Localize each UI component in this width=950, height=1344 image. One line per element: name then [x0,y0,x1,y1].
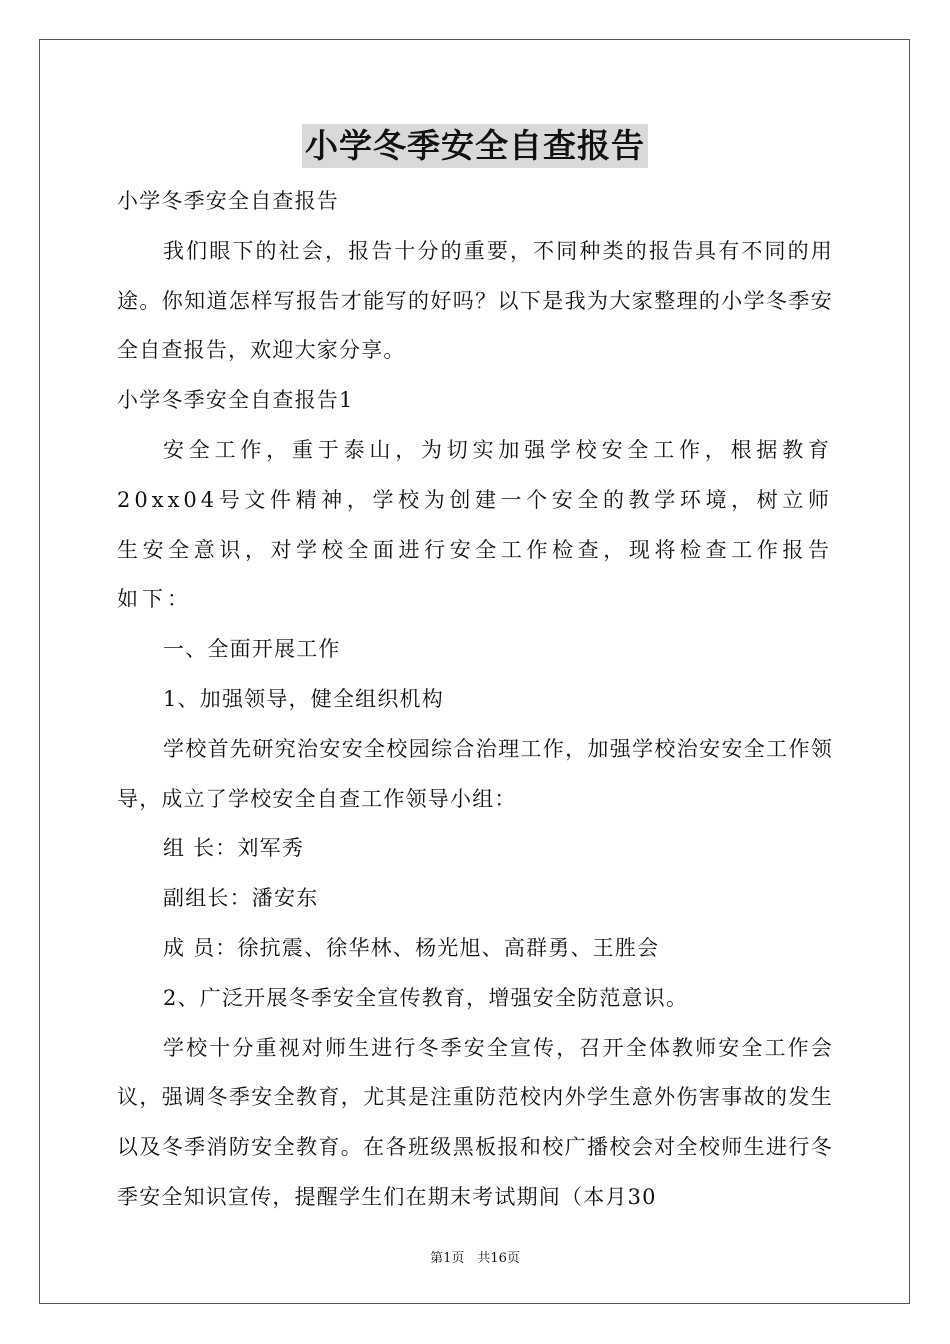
paragraph: 安全工作，重于泰山，为切实加强学校安全工作，根据教育20xx04号文件精神，学校为创建一个安全的教学环境，树立师生安全意识，对学校全面进行安全工作检查，现将检查工作报告如下： [117,437,833,612]
paragraph: 小学冬季安全自查报告 [117,189,339,213]
paragraph: 副组长：潘安东 [163,886,319,911]
paragraph: 学校十分重视对师生进行冬季安全宣传，召开全体教师安全工作会议，强调冬季安全教育，尤其是注重防范校内外学生意外伤害事故的发生以及冬季消防安全教育。在各班级黑板报和校广播校会对全校师生进行冬季安全知识宣传，提醒学生们在期末考试期间（本月30 [117,1035,833,1209]
paragraph: 组 长：刘军秀 [163,836,305,861]
paragraph: 我们眼下的社会，报告十分的重要，不同种类的报告具有不同的用途。你知道怎样写报告才能写的好吗？以下是我为大家整理的小学冬季安全自查报告，欢迎大家分享。 [117,238,833,363]
page-number: 第1页 共16页 [430,1251,520,1266]
subsection-heading: 1、加强领导，健全组织机构 [163,686,444,711]
subsection-heading: 2、广泛开展冬季安全宣传教育，增强安全防范意识。 [163,985,689,1010]
section-heading: 一、全面开展工作 [163,637,341,662]
paragraph: 学校首先研究治安安全校园综合治理工作，加强学校治安安全工作领导，成立了学校安全自查工作领导小组： [117,736,833,811]
section-heading: 小学冬季安全自查报告1 [117,388,354,413]
title-container [0,124,950,168]
paragraph: 成 员：徐抗震、徐华林、杨光旭、高群勇、王胜会 [163,935,660,960]
document-body [117,177,833,1223]
document-title: 小学冬季安全自查报告 [302,124,648,168]
